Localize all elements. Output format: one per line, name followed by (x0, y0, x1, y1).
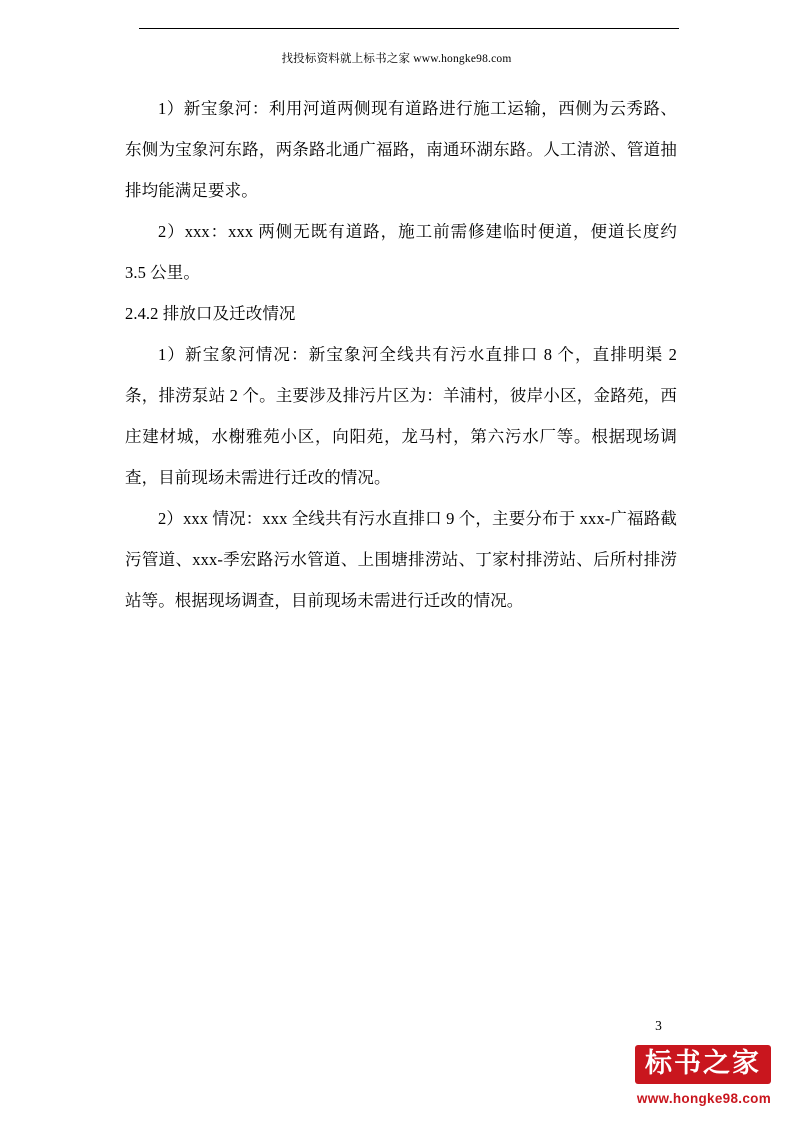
watermark-url: www.hongke98.com (636, 1091, 771, 1106)
document-body (125, 88, 677, 621)
watermark (571, 1045, 771, 1106)
page-number: 3 (655, 1018, 662, 1033)
header-divider (139, 28, 679, 29)
paragraph: 2）xxx：xxx 两侧无既有道路，施工前需修建临时便道，便道长度约 3.5 公里。 (125, 222, 677, 282)
watermark-logo: 标书之家 (635, 1045, 771, 1084)
paragraph: 2）xxx 情况：xxx 全线共有污水直排口 9 个，主要分布于 xxx-广福路截污管道、xxx-季宏路污水管道、上围塘排涝站、丁家村排涝站、后所村排涝站等。根据现场调查，目前现场未需进行迁改的情况。 (125, 509, 677, 610)
section-heading: 2.4.2 排放口及迁改情况 (125, 304, 296, 323)
page-number-area (0, 1018, 793, 1034)
page-header-note: 找投标资料就上标书之家 www.hongke98.com (281, 53, 512, 65)
paragraph: 1）新宝象河情况：新宝象河全线共有污水直排口 8 个，直排明渠 2 条，排涝泵站 2 个。主要涉及排污片区为：羊浦村，彼岸小区，金路苑，西庄建材城，水榭雅苑小区，向阳苑，龙马村，第六污水厂等。根据现场调查，目前现场未需进行迁改的情况。 (125, 345, 677, 487)
paragraph: 1）新宝象河：利用河道两侧现有道路进行施工运输，西侧为云秀路、东侧为宝象河东路，两条路北通广福路，南通环湖东路。人工清淤、管道抽排均能满足要求。 (125, 99, 677, 200)
